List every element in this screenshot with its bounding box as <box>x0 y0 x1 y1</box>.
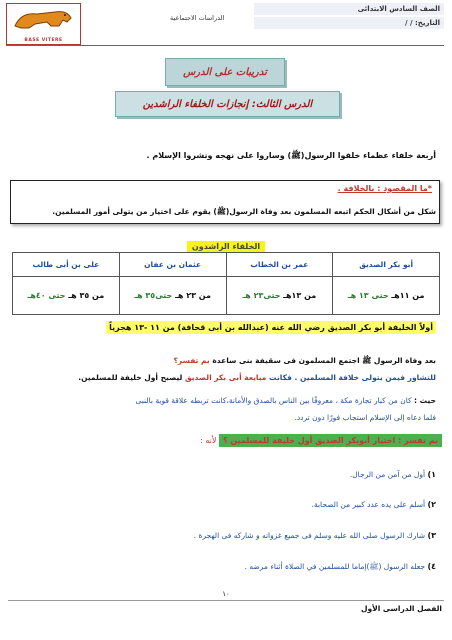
paragraph-3-line2: فلما دعاه إلى الإسلام استجاب فورًا دون تردد. <box>294 413 436 422</box>
date-field: التاريخ: / / <box>254 17 444 29</box>
caliph-name: على بن أبى طالب <box>13 253 120 277</box>
logo-caption: BASE VITERE <box>24 38 63 43</box>
reason-text: جعله الرسول (ﷺ)إماما للمسلمين في الصلاة أثناء مرضه . <box>244 562 426 571</box>
definition-answer: شكل من أشكال الحكم اتبعه المسلمون بعد وفاة الرسول(ﷺ) يقوم على اختيار من يتولى أمور المسلمين. <box>52 207 436 216</box>
period-to: حتى٢٣ هـ <box>242 291 281 300</box>
training-title: تدريبات على الدرس <box>165 58 285 86</box>
period-from: من ٣٥ هـ <box>68 291 105 300</box>
reason-number: ٣) <box>427 531 436 540</box>
subject-label: الدراسات الاجتماعية <box>170 14 225 22</box>
tiger-icon <box>7 4 80 36</box>
paragraph-2 <box>16 372 436 384</box>
period-from: من ١١هـ <box>391 291 425 300</box>
reason-item <box>16 470 436 479</box>
why-question-tail: لأنه : <box>200 436 219 445</box>
reason-number: ١) <box>427 470 436 479</box>
period-to: حتى ١٣ هـ <box>347 291 389 300</box>
paragraph-2-rest: ليصبح أول خليفة للمسلمين. <box>78 373 185 382</box>
header-divider <box>6 45 444 46</box>
lesson-title: الدرس الثالث: إنجازات الخلفاء الراشدين <box>115 91 340 117</box>
page-number: ١٠ <box>222 590 230 598</box>
paragraph-3 <box>16 392 436 426</box>
caliph-period <box>333 277 440 315</box>
intro-text: أربعة خلفاء عظماء خلفوا الرسول(ﷺ) وساروا على نهجه ونشروا الإسلام . <box>146 151 436 160</box>
caliphs-table <box>12 252 440 315</box>
reason-text: شارك الرسول صلى الله عليه وسلم فى جميع غزواته و شاركه فى الهجرة . <box>193 531 426 540</box>
footer-divider <box>8 600 444 601</box>
school-logo <box>6 3 81 45</box>
paragraph-1-question: بم تفسر؟ <box>173 356 210 365</box>
paragraph-2-highlight: مبايعة أبى بكر الصديق <box>184 373 267 382</box>
first-caliph-text: أولاً الخليفة أبو بكر الصديق رضي الله عنه (عبدالله بن أبى قحافة) من ١١ -١٣ هجرياً <box>106 321 436 334</box>
paragraph-3-lead: حيث : <box>413 396 436 405</box>
caliph-period <box>226 277 333 315</box>
caliph-name: أبو بكر الصديق <box>333 253 440 277</box>
grade-label: الصف السادس الابتدائى <box>254 3 444 15</box>
reason-text: أول من آمن من الرجال. <box>349 470 426 479</box>
period-from: من ١٣هـ <box>283 291 317 300</box>
paragraph-3-line1: كان من كبار تجارة مكة ، معروفًا بين الناس بالصدق والأمانة،كانت تربطه علاقة قوية بالنبى <box>135 396 414 405</box>
reason-item <box>16 531 436 540</box>
first-caliph-heading <box>60 323 436 341</box>
definition-question: *ما المقصود : بالخلافة . <box>337 184 432 193</box>
reason-item <box>16 562 436 573</box>
period-to: حتى ٤٠هـ <box>27 291 66 300</box>
caliph-period <box>13 277 120 315</box>
caliph-period <box>119 277 226 315</box>
paragraph-2-text: للتشاور فيمن يتولى خلافة المسلمين . فكانت <box>266 373 436 382</box>
footer-term: الفصل الدراسى الأول <box>361 604 442 613</box>
why-question-text: بم تفسر : اختيار أبوبكر الصديق أول خليفة للمسلمين ؟ <box>219 434 442 447</box>
reason-number: ٢) <box>427 500 436 509</box>
period-from: من ٢٣ هـ <box>175 291 211 300</box>
caliph-name: عثمان بن عفان <box>119 253 226 277</box>
caliph-name: عمر بن الخطاب <box>226 253 333 277</box>
caliphs-heading-text: الخلفاء الراشدون <box>187 241 265 252</box>
caliphs-heading <box>0 234 452 253</box>
paragraph-1 <box>16 355 436 367</box>
why-question <box>120 436 442 454</box>
period-to: حتى٣٥ هـ <box>134 291 173 300</box>
reason-item <box>16 500 436 509</box>
reason-text: أسلم على يده عدد كبير من الصحابة. <box>311 500 426 509</box>
paragraph-1-text: بعد وفاة الرسول ﷺ اجتمع المسلمون فى سقيفة بنى ساعدة <box>209 356 436 365</box>
reason-number: ٤) <box>427 562 436 571</box>
